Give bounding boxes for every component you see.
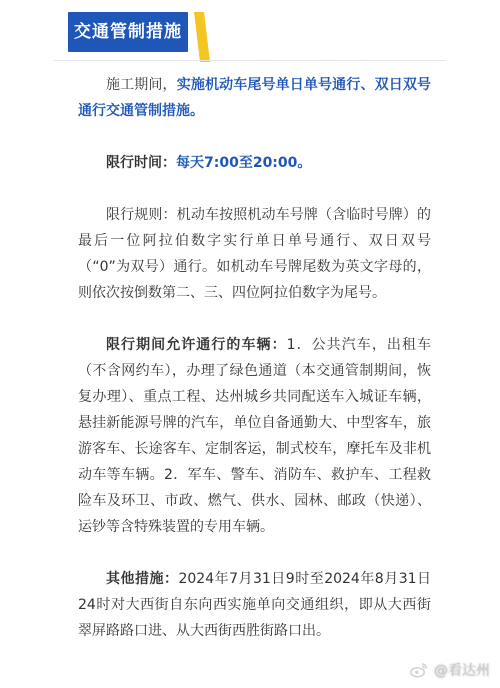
- construction-period-measure: 实施机动车尾号单日单号通行、双日双号通行交通管制措施。: [78, 77, 432, 119]
- restriction-time-label: 限行时间：: [106, 155, 176, 171]
- allowed-vehicles-label: 限行期间允许通行的车辆：: [106, 337, 287, 353]
- watermark: [410, 658, 490, 682]
- restriction-rules-text: 限行规则：机动车按照机动车号牌（含临时号牌）的最后一位阿拉伯数字实行单日单号通行、双日双号（“0”为双号）通行。如机动车号牌尾数为英文字母的，则依次按倒数第二、三、四位阿拉伯数字为尾号。: [78, 207, 431, 301]
- allowed-vehicles-text: 1．公共汽车，出租车（不含网约车），办理了绿色通道（本交通管制期间，恢复办理）、重点工程、达州城乡共同配送车入城证车辆，悬挂新能源号牌的汽车，单位自备通勤大、中型客车，旅游客车、长途客车、定制客运，制式校车，摩托车及非机动车等车辆。2．军车、警车、消防车、救护车、工程救险车及环卫、市政、燃气、供水、园林、邮政（快递）、运钞等含特殊装置的专用车辆。: [78, 337, 431, 535]
- spacer: [78, 176, 431, 202]
- paragraph-other-measures: [78, 566, 431, 644]
- article-body: [78, 72, 431, 644]
- other-measures-label: 其他措施：: [106, 571, 179, 587]
- watermark-text: @看达州: [434, 663, 490, 679]
- weibo-icon: [410, 661, 428, 679]
- paragraph-allowed-vehicles: [78, 332, 431, 540]
- section-title: 交通管制措施: [68, 12, 188, 52]
- paragraph-construction-period: [78, 72, 431, 124]
- paragraph-restriction-time: [78, 150, 431, 176]
- restriction-time-value: 每天7:00至20:00。: [176, 155, 312, 171]
- title-accent-stripe: [192, 12, 212, 62]
- spacer: [78, 124, 431, 150]
- title-divider: [54, 60, 446, 61]
- spacer: [78, 540, 431, 566]
- spacer: [78, 306, 431, 332]
- construction-period-prefix: 施工期间，: [106, 77, 177, 93]
- paragraph-restriction-rules: [78, 202, 431, 306]
- other-measures-text: 2024年7月31日9时至2024年8月31日24时对大西街自东向西实施单向交通组织，即从大西街翠屏路路口进、从大西街西胜街路口出。: [78, 571, 432, 639]
